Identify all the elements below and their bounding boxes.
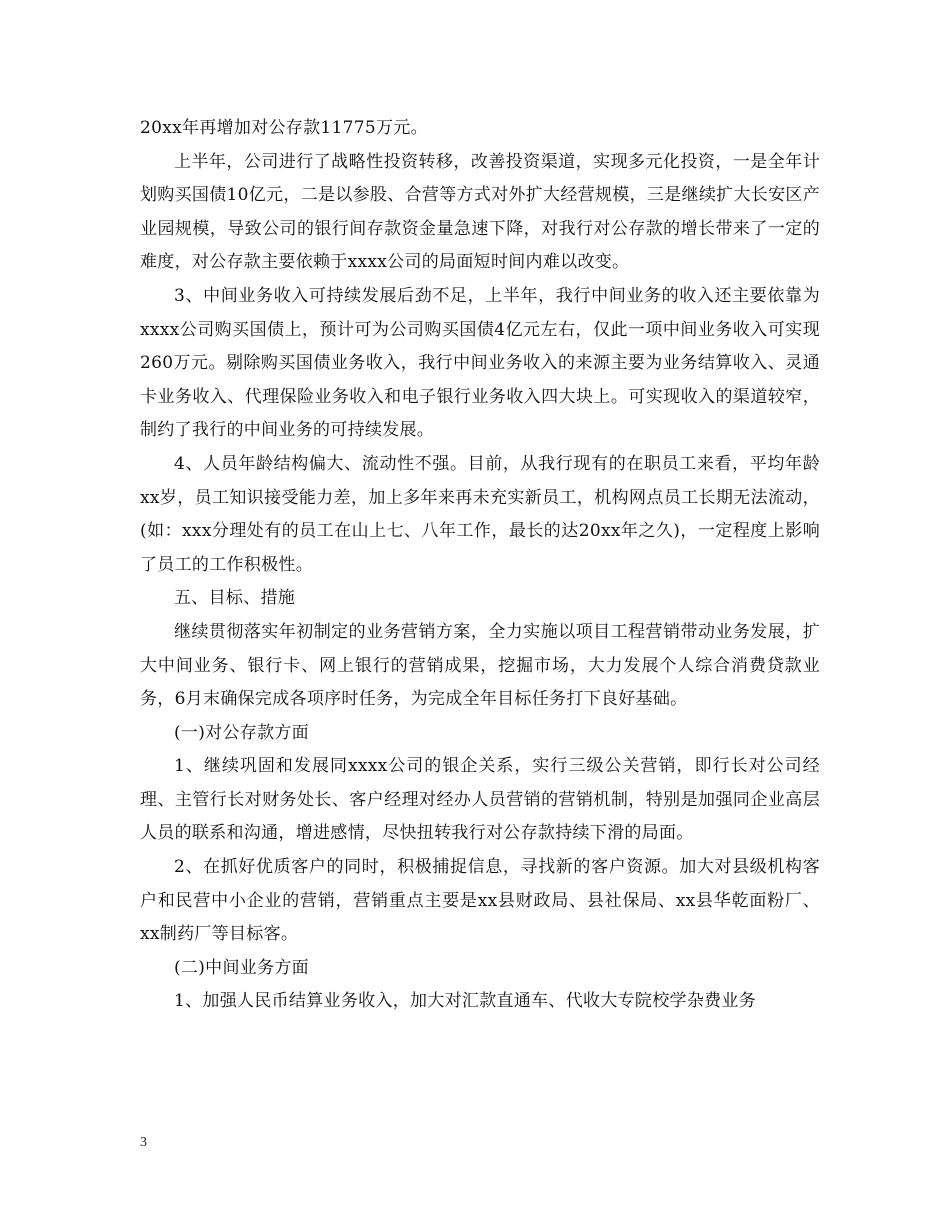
paragraph-3: 3、中间业务收入可持续发展后劲不足，上半年，我行中间业务的收入还主要依靠为xxxx公司购买国债上，预计可为公司购买国债4亿元左右，仅此一项中间业务收入可实现260万元。剔除购买国债业务收入，我行中间业务收入的来源主要为业务结算收入、灵通卡业务收入、代理保险业务收入和电子银行业务收入四大块上。可实现收入的渠道较窄，制约了我行的中间业务的可持续发展。 <box>140 285 820 441</box>
paragraph-7: 2、在抓好优质客户的同时，积极捕捉信息，寻找新的客户资源。加大对县级机构客户和民营中小企业的营销，营销重点主要是xx县财政局、县社保局、xx县华乾面粉厂、xx制药厂等目标客。 <box>140 857 820 945</box>
paragraph-4: 4、人员年龄结构偏大、流动性不强。目前，从我行现有的在职员工来看，平均年龄xx岁，员工知识接受能力差，加上多年来再未充实新员工，机构网点员工长期无法流动，(如：xxx分理处有的员工在山上七、八年工作，最长的达20xx年之久)，一定程度上影响了员工的工作积极性。 <box>140 453 820 575</box>
paragraph-8: 1、加强人民币结算业务收入，加大对汇款直通车、代收大专院校学杂费业务 <box>174 991 757 1012</box>
subheading-intermediate-business: (二)中间业务方面 <box>174 957 309 978</box>
page-number: 3 <box>140 1135 147 1150</box>
section-heading-goals: 五、目标、措施 <box>174 588 296 609</box>
document-body <box>140 112 820 1019</box>
paragraph-1: 20xx年再增加对公存款11775万元。 <box>140 118 428 138</box>
paragraph-6: 1、继续巩固和发展同xxxx公司的银企关系，实行三级公关营销，即行长对公司经理、主管行长对财务处长、客户经理对经办人员营销的营销机制，特别是加强同企业高层人员的联系和沟通，增进感情，尽快扭转我行对公存款持续下滑的局面。 <box>140 756 820 844</box>
paragraph-5: 继续贯彻落实年初制定的业务营销方案，全力实施以项目工程营销带动业务发展，扩大中间业务、银行卡、网上银行的营销成果，挖掘市场，大力发展个人综合消费贷款业务，6月末确保完成各项序时任务，为完成全年目标任务打下良好基础。 <box>140 621 820 710</box>
subheading-corporate-deposits: (一)对公存款方面 <box>174 722 309 743</box>
paragraph-2: 上半年，公司进行了战略性投资转移，改善投资渠道，实现多元化投资，一是全年计划购买国债10亿元，二是以参股、合营等方式对外扩大经营规模，三是继续扩大长安区产业园规模，导致公司的银行间存款资金量急速下降，对我行对公存款的增长带来了一定的难度，对公存款主要依赖于xxxx公司的局面短时间内难以改变。 <box>140 151 820 273</box>
